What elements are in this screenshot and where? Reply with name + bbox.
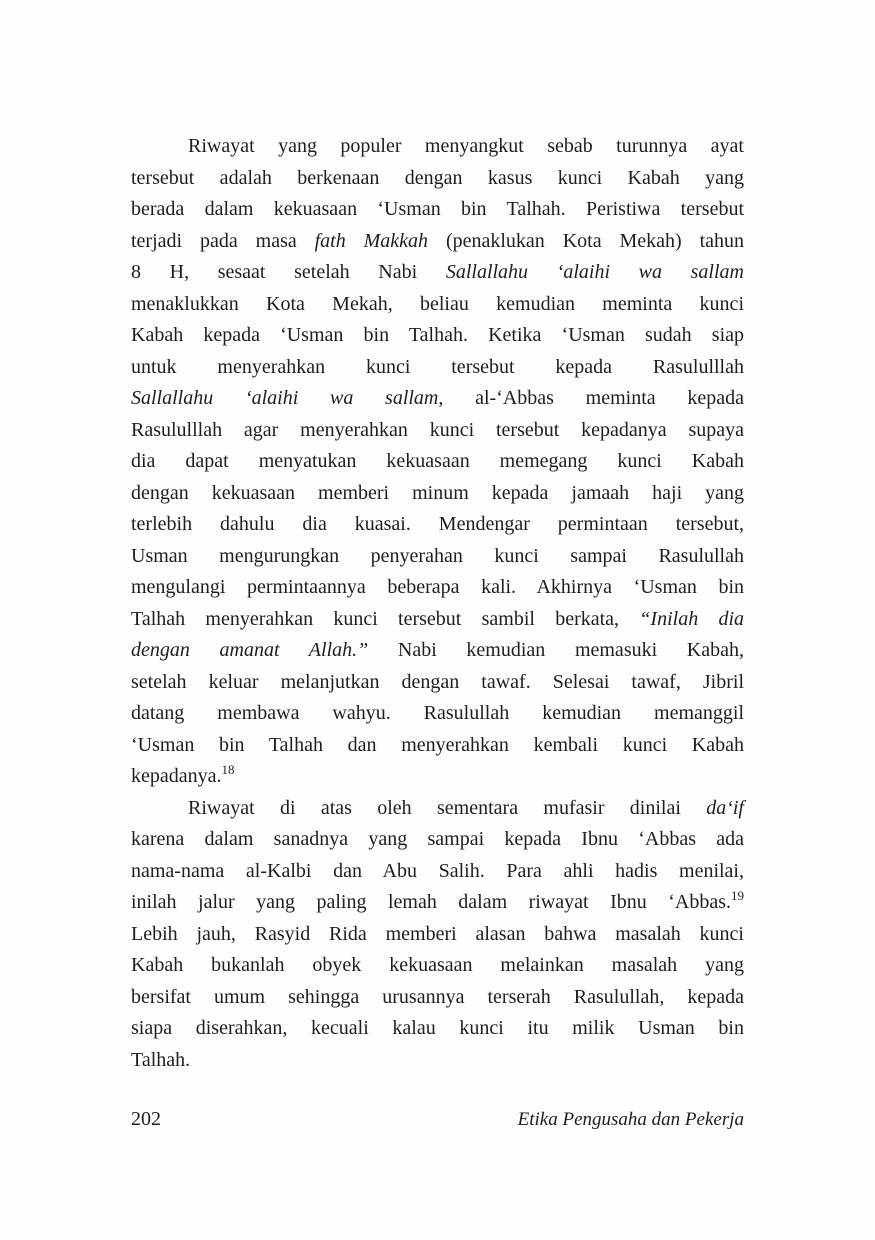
text-line xyxy=(131,730,744,762)
text-run: mengulangi permintaannya beberapa kali. Akhirnya ‘Usman bin xyxy=(131,576,744,598)
italic-text-run: Sallallahu ‘alaihi wa sallam xyxy=(131,387,439,409)
page-number: 202 xyxy=(131,1108,161,1130)
text-run: 8 H, sesaat setelah Nabi xyxy=(131,261,446,283)
text-run: ‘Usman bin Talhah dan menyerahkan kembali kunci Kabah xyxy=(131,733,744,756)
italic-text-run: “Inilah dia xyxy=(639,607,745,630)
text-line xyxy=(131,667,744,699)
text-run: Talhah. xyxy=(131,1048,191,1071)
text-run: dengan kekuasaan memberi minum kepada jamaah haji yang xyxy=(131,481,744,504)
text-line xyxy=(131,1013,744,1045)
text-run: Nabi kemudian memasuki Kabah, xyxy=(368,639,744,661)
text-line xyxy=(131,446,744,478)
text-line xyxy=(131,131,744,163)
text-run: terjadi pada masa xyxy=(131,229,315,252)
text-run: untuk menyerahkan kunci tersebut kepada Rasululllah xyxy=(131,355,744,378)
page-footer xyxy=(131,1108,744,1131)
text-run: setelah keluar melanjutkan dengan tawaf. Selesai tawaf, Jibril xyxy=(131,670,744,693)
text-run: datang membawa wahyu. Rasulullah kemudian memanggil xyxy=(131,702,744,724)
page-body xyxy=(131,131,744,1076)
text-line xyxy=(131,257,744,289)
text-line xyxy=(131,415,744,447)
text-line xyxy=(131,226,744,258)
text-line xyxy=(131,383,744,415)
text-line xyxy=(131,572,744,604)
text-run: nama-nama al-Kalbi dan Abu Salih. Para ahli hadis menilai, xyxy=(131,859,744,882)
text-line xyxy=(131,982,744,1014)
italic-text-run: fath Makkah xyxy=(314,229,429,252)
text-run: inilah jalur yang paling lemah dalam riwayat Ibnu ‘Abbas. xyxy=(131,891,731,913)
text-line xyxy=(131,856,744,888)
footnote-ref: 19 xyxy=(731,888,744,903)
text-run: terlebih dahulu dia kuasai. Mendengar permintaan tersebut, xyxy=(131,513,744,535)
text-line xyxy=(131,541,744,573)
text-line xyxy=(131,950,744,982)
text-line xyxy=(131,509,744,541)
text-run: bersifat umum sehingga urusannya terserah Rasulullah, kepada xyxy=(131,985,744,1008)
text-line xyxy=(131,320,744,352)
text-run: berada dalam kekuasaan ‘Usman bin Talhah. Peristiwa tersebut xyxy=(131,198,744,220)
text-run: Talhah menyerahkan kunci tersebut sambil berkata, xyxy=(131,607,640,630)
text-line xyxy=(131,289,744,321)
text-line xyxy=(131,698,744,730)
text-run: Lebih jauh, Rasyid Rida memberi alasan bahwa masalah kunci xyxy=(131,922,744,945)
text-run: siapa diserahkan, kecuali kalau kunci itu milik Usman bin xyxy=(131,1017,744,1039)
italic-text-run: Sallallahu ‘alaihi wa sallam xyxy=(445,261,744,283)
footnote-ref: 18 xyxy=(221,762,235,777)
text-run: menaklukkan Kota Mekah, beliau kemudian meminta kunci xyxy=(131,292,744,315)
text-line xyxy=(131,352,744,384)
text-line xyxy=(131,793,744,825)
text-line xyxy=(131,887,744,919)
text-run: , al-‘Abbas meminta kepada xyxy=(438,387,745,409)
text-run: (penaklukan Kota Mekah) tahun xyxy=(428,229,745,252)
text-run: tersebut adalah berkenaan dengan kasus kunci Kabah yang xyxy=(131,166,744,189)
text-line xyxy=(131,604,744,636)
text-run: karena dalam sanadnya yang sampai kepada Ibnu ‘Abbas ada xyxy=(131,828,744,850)
text-run: Riwayat yang populer menyangkut sebab turunnya ayat xyxy=(188,135,744,157)
text-run: Kabah kepada ‘Usman bin Talhah. Ketika ‘Usman sudah siap xyxy=(131,324,744,346)
text-line xyxy=(131,919,744,951)
text-line xyxy=(131,478,744,510)
text-line xyxy=(131,163,744,195)
text-line xyxy=(131,824,744,856)
text-line xyxy=(131,761,744,793)
text-run: Usman mengurungkan penyerahan kunci sampai Rasulullah xyxy=(131,544,744,567)
paragraph xyxy=(131,793,744,1077)
paragraph xyxy=(131,131,744,793)
text-line xyxy=(131,194,744,226)
text-line xyxy=(131,1045,744,1077)
text-run: kepadanya. xyxy=(131,765,222,787)
text-run: Riwayat di atas oleh sementara mufasir dinilai xyxy=(188,796,707,819)
text-line xyxy=(131,635,744,667)
italic-text-run: da‘if xyxy=(706,796,744,819)
running-title: Etika Pengusaha dan Pekerja xyxy=(517,1109,744,1130)
italic-text-run: dengan amanat Allah.” xyxy=(131,639,369,661)
text-run: Rasululllah agar menyerahkan kunci tersebut kepadanya supaya xyxy=(131,418,744,441)
text-run: dia dapat menyatukan kekuasaan memegang kunci Kabah xyxy=(131,450,744,472)
text-run: Kabah bukanlah obyek kekuasaan melainkan masalah yang xyxy=(131,954,744,976)
